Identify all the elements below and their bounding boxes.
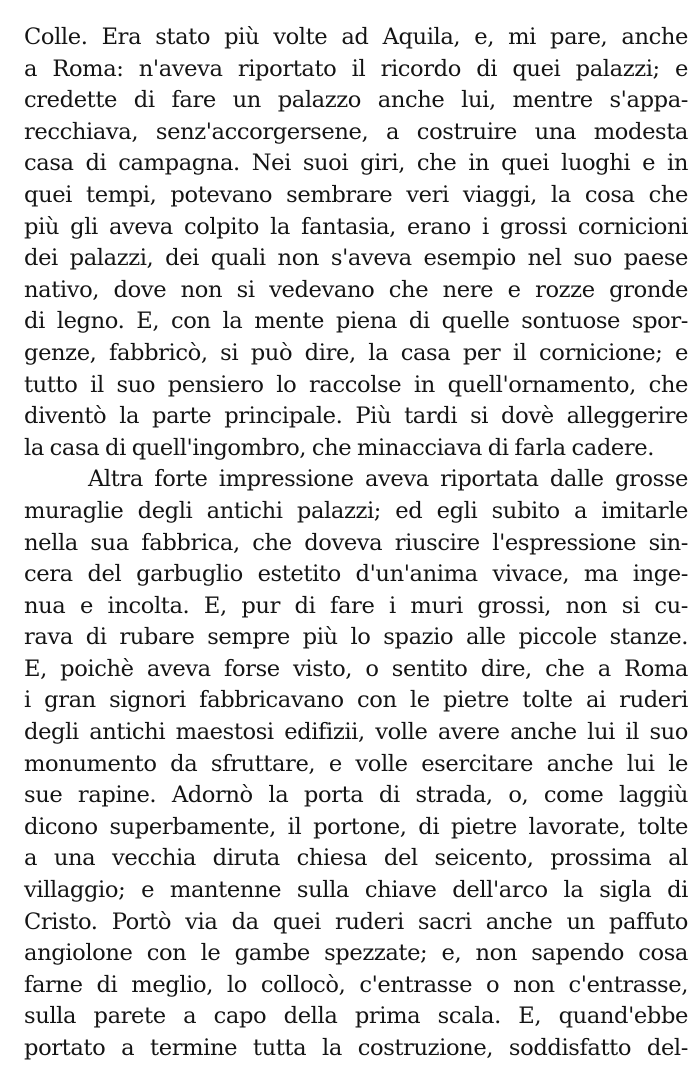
book-page <box>24 22 688 1065</box>
text-line: dei palazzi, dei quali non s'aveva esempio nel suo paese <box>24 245 688 272</box>
text-line: monumento da sfruttare, e volle esercitare anche lui le <box>24 750 688 777</box>
text-line: diventò la parte principale. Più tardi si dovè alleggerire <box>24 403 688 430</box>
text-line: cera del garbuglio estetito d'un'anima vivace, ma inge- <box>24 561 688 588</box>
text-line: casa di campagna. Nei suoi giri, che in quei luoghi e in <box>24 150 688 177</box>
text-line: degli antichi maestosi edifizii, volle avere anche lui il suo <box>24 719 688 746</box>
text-line: villaggio; e mantenne sulla chiave dell'arco la sigla di <box>24 877 688 904</box>
text-line: a Roma: n'aveva riportato il ricordo di quei palazzi; e <box>24 55 688 82</box>
text-line: E, poichè aveva forse visto, o sentito dire, che a Roma <box>24 655 688 682</box>
text-line: di legno. E, con la mente piena di quelle sontuose spor- <box>24 308 688 335</box>
text-line: sue rapine. Adornò la porta di strada, o, come laggiù <box>24 782 688 809</box>
text-line: la casa di quell'ingombro, che minacciava di farla cadere. <box>24 434 655 461</box>
text-line: nella sua fabbrica, che doveva riuscire l'espressione sin- <box>24 529 688 556</box>
text-line: nativo, dove non si vedevano che nere e rozze gronde <box>24 276 688 303</box>
text-line: portato a termine tutta la costruzione, soddisfatto del- <box>24 1035 688 1061</box>
text-line: quei tempi, potevano sembrare veri viaggi, la cosa che <box>24 181 688 208</box>
text-line: dicono superbamente, il portone, di pietre lavorate, tolte <box>24 813 688 840</box>
text-line: genze, fabbricò, si può dire, la casa per il cornicione; e <box>24 339 688 366</box>
text-line: i gran signori fabbricavano con le pietre tolte ai ruderi <box>24 687 688 714</box>
text-line: Colle. Era stato più volte ad Aquila, e, mi pare, anche <box>24 24 688 50</box>
text-line: a una vecchia diruta chiesa del seicento, prossima al <box>24 845 688 872</box>
paragraph-1 <box>24 22 688 464</box>
text-line: rava di rubare sempre più lo spazio alle piccole stanze. <box>24 624 688 651</box>
text-line: più gli aveva colpito la fantasia, erano i grossi cornicioni <box>24 213 688 240</box>
text-line: farne di meglio, lo collocò, c'entrasse o non c'entrasse, <box>24 971 688 998</box>
text-line: credette di fare un palazzo anche lui, mentre s'appa- <box>24 87 688 114</box>
text-line: angiolone con le gambe spezzate; e, non sapendo cosa <box>24 940 688 967</box>
paragraph-2 <box>24 464 688 1064</box>
text-line: Cristo. Portò via da quei ruderi sacri anche un paffuto <box>24 908 688 935</box>
text-line: nua e incolta. E, pur di fare i muri grossi, non si cu- <box>24 592 688 619</box>
text-line: recchiava, senz'accorgersene, a costruire una modesta <box>24 118 688 145</box>
text-line: muraglie degli antichi palazzi; ed egli subito a imitarle <box>24 497 688 524</box>
text-line: Altra forte impressione aveva riportata dalle grosse <box>88 466 688 493</box>
text-line: sulla parete a capo della prima scala. E, quand'ebbe <box>24 1003 688 1030</box>
text-line: tutto il suo pensiero lo raccolse in quell'ornamento, che <box>24 371 688 398</box>
